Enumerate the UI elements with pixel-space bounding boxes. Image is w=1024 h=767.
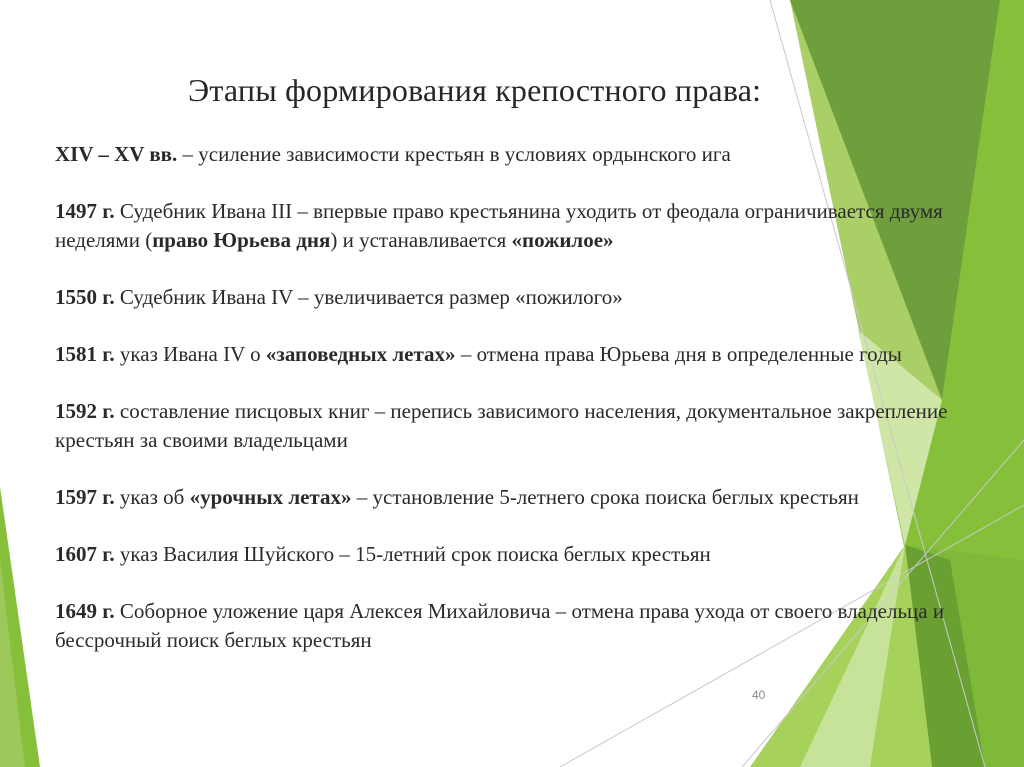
stage-text: указ Василия Шуйского – 15-летний срок поиска беглых крестьян — [114, 542, 711, 566]
stage-item — [55, 597, 955, 655]
stage-term: «заповедных летах» — [265, 342, 456, 366]
stage-text: ) и устанавливается — [330, 228, 512, 252]
stage-text: составление писцовых книг – перепись зависимого населения, документальное закрепление крестьян за своими владельцами — [55, 399, 948, 452]
stage-term: право Юрьева дня — [152, 228, 331, 252]
stage-date: 1497 г. — [55, 199, 115, 223]
stage-text: указ об — [114, 485, 190, 509]
stage-date: 1581 г. — [55, 342, 115, 366]
stage-item — [55, 397, 955, 455]
stage-item — [55, 540, 955, 569]
stage-item — [55, 483, 955, 512]
stage-text: указ Ивана IV о — [114, 342, 266, 366]
stage-date: 1649 г. — [55, 599, 115, 623]
stage-text: Соборное уложение царя Алексея Михайловича – отмена права ухода от своего владельца и бессрочный поиск беглых крестьян — [55, 599, 945, 652]
stage-date: 1597 г. — [55, 485, 115, 509]
stages-list — [55, 140, 955, 655]
stage-date: 1607 г. — [55, 542, 115, 566]
stage-term: «урочных летах» — [189, 485, 352, 509]
slide-number: 40 — [752, 688, 766, 702]
stage-text: Судебник Ивана III – впервые право крестьянина уходить от феодала ограничивается двумя неделями ( — [55, 199, 943, 252]
stage-text: Судебник Ивана IV – увеличивается размер «пожилого» — [114, 285, 623, 309]
stage-text: – отмена права Юрьева дня в определенные годы — [455, 342, 902, 366]
slide-title: Этапы формирования крепостного права: — [188, 72, 762, 108]
stage-text: – установление 5-летнего срока поиска беглых крестьян — [351, 485, 859, 509]
stage-item — [55, 197, 955, 255]
stage-term: «пожилое» — [511, 228, 614, 252]
stage-date: XIV – XV вв. — [55, 142, 178, 166]
stage-item — [55, 140, 955, 169]
stage-date: 1592 г. — [55, 399, 115, 423]
stage-text: – усиление зависимости крестьян в условиях ордынского ига — [177, 142, 731, 166]
stage-date: 1550 г. — [55, 285, 115, 309]
stage-item — [55, 283, 955, 312]
stage-item — [55, 340, 955, 369]
